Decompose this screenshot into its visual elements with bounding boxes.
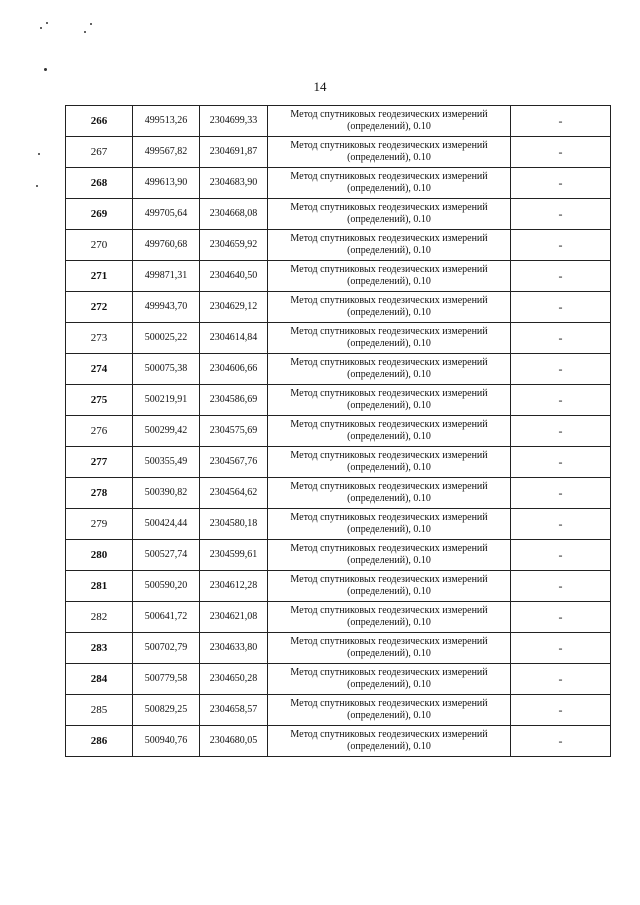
table-row xyxy=(66,726,611,757)
method-cell xyxy=(268,137,511,168)
coord-y: 2304586,69 xyxy=(200,385,268,416)
method-cell xyxy=(268,261,511,292)
method-cell xyxy=(268,199,511,230)
method-cell xyxy=(268,633,511,664)
scan-speck xyxy=(40,27,42,29)
method-line1: Метод спутниковых геодезических измерений xyxy=(290,543,488,554)
coord-x: 499513,26 xyxy=(133,106,200,137)
point-number: 282 xyxy=(66,602,133,633)
coord-x: 499705,64 xyxy=(133,199,200,230)
table-row xyxy=(66,602,611,633)
coord-x: 499871,31 xyxy=(133,261,200,292)
coord-x: 500390,82 xyxy=(133,478,200,509)
method-cell xyxy=(268,571,511,602)
value-cell: - xyxy=(511,292,611,323)
method-cell xyxy=(268,323,511,354)
method-line1: Метод спутниковых геодезических измерений xyxy=(290,109,488,120)
value-cell: - xyxy=(511,385,611,416)
method-line1: Метод спутниковых геодезических измерений xyxy=(290,388,488,399)
table-row xyxy=(66,168,611,199)
method-line2: (определений), 0.10 xyxy=(347,121,431,132)
method-line1: Метод спутниковых геодезических измерений xyxy=(290,698,488,709)
method-line2: (определений), 0.10 xyxy=(347,183,431,194)
point-number: 266 xyxy=(66,106,133,137)
coord-y: 2304680,05 xyxy=(200,726,268,757)
coord-y: 2304614,84 xyxy=(200,323,268,354)
method-cell xyxy=(268,540,511,571)
method-line2: (определений), 0.10 xyxy=(347,679,431,690)
method-cell xyxy=(268,106,511,137)
method-cell xyxy=(268,602,511,633)
method-line1: Метод спутниковых геодезических измерений xyxy=(290,450,488,461)
coord-y: 2304606,66 xyxy=(200,354,268,385)
point-number: 276 xyxy=(66,416,133,447)
point-number: 284 xyxy=(66,664,133,695)
coord-x: 500829,25 xyxy=(133,695,200,726)
method-cell xyxy=(268,354,511,385)
coord-x: 500219,91 xyxy=(133,385,200,416)
value-cell: - xyxy=(511,354,611,385)
table-row xyxy=(66,385,611,416)
method-line2: (определений), 0.10 xyxy=(347,152,431,163)
value-cell: - xyxy=(511,571,611,602)
method-line1: Метод спутниковых геодезических измерений xyxy=(290,729,488,740)
method-line2: (определений), 0.10 xyxy=(347,214,431,225)
method-line1: Метод спутниковых геодезических измерений xyxy=(290,202,488,213)
scan-speck xyxy=(44,68,47,71)
table-row xyxy=(66,571,611,602)
point-number: 274 xyxy=(66,354,133,385)
method-cell xyxy=(268,292,511,323)
coord-x: 500299,42 xyxy=(133,416,200,447)
method-line1: Метод спутниковых геодезических измерений xyxy=(290,574,488,585)
coord-x: 500940,76 xyxy=(133,726,200,757)
coord-y: 2304564,62 xyxy=(200,478,268,509)
value-cell: - xyxy=(511,695,611,726)
value-cell: - xyxy=(511,602,611,633)
table-row xyxy=(66,416,611,447)
method-line2: (определений), 0.10 xyxy=(347,493,431,504)
coord-x: 500075,38 xyxy=(133,354,200,385)
coord-y: 2304580,18 xyxy=(200,509,268,540)
method-line2: (определений), 0.10 xyxy=(347,245,431,256)
value-cell: - xyxy=(511,199,611,230)
method-cell xyxy=(268,447,511,478)
method-line1: Метод спутниковых геодезических измерений xyxy=(290,512,488,523)
method-line1: Метод спутниковых геодезических измерений xyxy=(290,419,488,430)
point-number: 280 xyxy=(66,540,133,571)
value-cell: - xyxy=(511,664,611,695)
value-cell: - xyxy=(511,261,611,292)
table-row xyxy=(66,261,611,292)
point-number: 277 xyxy=(66,447,133,478)
coord-y: 2304629,12 xyxy=(200,292,268,323)
method-line2: (определений), 0.10 xyxy=(347,431,431,442)
point-number: 278 xyxy=(66,478,133,509)
table-row xyxy=(66,323,611,354)
value-cell: - xyxy=(511,726,611,757)
method-line2: (определений), 0.10 xyxy=(347,462,431,473)
page-number: 14 xyxy=(313,79,327,94)
value-cell: - xyxy=(511,416,611,447)
coord-x: 499613,90 xyxy=(133,168,200,199)
method-line1: Метод спутниковых геодезических измерений xyxy=(290,326,488,337)
method-line1: Метод спутниковых геодезических измерений xyxy=(290,667,488,678)
table-row xyxy=(66,447,611,478)
table-row xyxy=(66,540,611,571)
method-line2: (определений), 0.10 xyxy=(347,710,431,721)
point-number: 275 xyxy=(66,385,133,416)
coord-y: 2304659,92 xyxy=(200,230,268,261)
coord-y: 2304575,69 xyxy=(200,416,268,447)
method-line2: (определений), 0.10 xyxy=(347,338,431,349)
value-cell: - xyxy=(511,137,611,168)
point-number: 270 xyxy=(66,230,133,261)
method-line1: Метод спутниковых геодезических измерений xyxy=(290,605,488,616)
point-number: 281 xyxy=(66,571,133,602)
method-cell xyxy=(268,695,511,726)
value-cell: - xyxy=(511,509,611,540)
method-line2: (определений), 0.10 xyxy=(347,369,431,380)
method-cell xyxy=(268,509,511,540)
table-row xyxy=(66,478,611,509)
coord-x: 500590,20 xyxy=(133,571,200,602)
point-number: 283 xyxy=(66,633,133,664)
method-cell xyxy=(268,230,511,261)
value-cell: - xyxy=(511,447,611,478)
coord-x: 499943,70 xyxy=(133,292,200,323)
method-line2: (определений), 0.10 xyxy=(347,648,431,659)
table-row xyxy=(66,664,611,695)
point-number: 273 xyxy=(66,323,133,354)
table-row xyxy=(66,106,611,137)
method-line1: Метод спутниковых геодезических измерений xyxy=(290,171,488,182)
scan-speck xyxy=(38,153,40,155)
method-line1: Метод спутниковых геодезических измерений xyxy=(290,636,488,647)
coord-x: 500702,79 xyxy=(133,633,200,664)
coord-x: 500025,22 xyxy=(133,323,200,354)
value-cell: - xyxy=(511,230,611,261)
scan-speck xyxy=(46,22,48,24)
coord-y: 2304668,08 xyxy=(200,199,268,230)
coord-y: 2304567,76 xyxy=(200,447,268,478)
method-line2: (определений), 0.10 xyxy=(347,307,431,318)
coord-y: 2304621,08 xyxy=(200,602,268,633)
method-cell xyxy=(268,664,511,695)
scan-speck xyxy=(84,31,86,33)
method-cell xyxy=(268,385,511,416)
method-line1: Метод спутниковых геодезических измерений xyxy=(290,233,488,244)
method-line1: Метод спутниковых геодезических измерений xyxy=(290,295,488,306)
coord-y: 2304650,28 xyxy=(200,664,268,695)
method-line2: (определений), 0.10 xyxy=(347,741,431,752)
table-row xyxy=(66,633,611,664)
method-line2: (определений), 0.10 xyxy=(347,400,431,411)
value-cell: - xyxy=(511,540,611,571)
table-row xyxy=(66,230,611,261)
method-line1: Метод спутниковых геодезических измерений xyxy=(290,264,488,275)
coord-y: 2304640,50 xyxy=(200,261,268,292)
table-row xyxy=(66,199,611,230)
method-line1: Метод спутниковых геодезических измерений xyxy=(290,357,488,368)
point-number: 267 xyxy=(66,137,133,168)
point-number: 272 xyxy=(66,292,133,323)
coord-y: 2304699,33 xyxy=(200,106,268,137)
point-number: 268 xyxy=(66,168,133,199)
method-cell xyxy=(268,168,511,199)
coord-x: 500779,58 xyxy=(133,664,200,695)
method-line2: (определений), 0.10 xyxy=(347,617,431,628)
table-row xyxy=(66,137,611,168)
method-line2: (определений), 0.10 xyxy=(347,586,431,597)
coord-x: 500424,44 xyxy=(133,509,200,540)
value-cell: - xyxy=(511,106,611,137)
coord-y: 2304612,28 xyxy=(200,571,268,602)
table-row xyxy=(66,292,611,323)
coord-x: 499567,82 xyxy=(133,137,200,168)
point-number: 271 xyxy=(66,261,133,292)
coord-y: 2304599,61 xyxy=(200,540,268,571)
coord-y: 2304633,80 xyxy=(200,633,268,664)
coord-y: 2304683,90 xyxy=(200,168,268,199)
coordinates-table xyxy=(65,105,611,757)
method-cell xyxy=(268,416,511,447)
method-line2: (определений), 0.10 xyxy=(347,555,431,566)
table-row xyxy=(66,509,611,540)
point-number: 285 xyxy=(66,695,133,726)
value-cell: - xyxy=(511,168,611,199)
method-cell xyxy=(268,726,511,757)
point-number: 269 xyxy=(66,199,133,230)
table-row xyxy=(66,695,611,726)
coord-y: 2304658,57 xyxy=(200,695,268,726)
point-number: 286 xyxy=(66,726,133,757)
coord-x: 500355,49 xyxy=(133,447,200,478)
method-line2: (определений), 0.10 xyxy=(347,524,431,535)
scan-speck xyxy=(36,185,38,187)
coord-x: 500527,74 xyxy=(133,540,200,571)
method-line1: Метод спутниковых геодезических измерений xyxy=(290,140,488,151)
coord-y: 2304691,87 xyxy=(200,137,268,168)
value-cell: - xyxy=(511,478,611,509)
method-line2: (определений), 0.10 xyxy=(347,276,431,287)
coord-x: 500641,72 xyxy=(133,602,200,633)
scan-speck xyxy=(90,23,92,25)
point-number: 279 xyxy=(66,509,133,540)
table-row xyxy=(66,354,611,385)
value-cell: - xyxy=(511,323,611,354)
coord-x: 499760,68 xyxy=(133,230,200,261)
method-line1: Метод спутниковых геодезических измерений xyxy=(290,481,488,492)
method-cell xyxy=(268,478,511,509)
value-cell: - xyxy=(511,633,611,664)
